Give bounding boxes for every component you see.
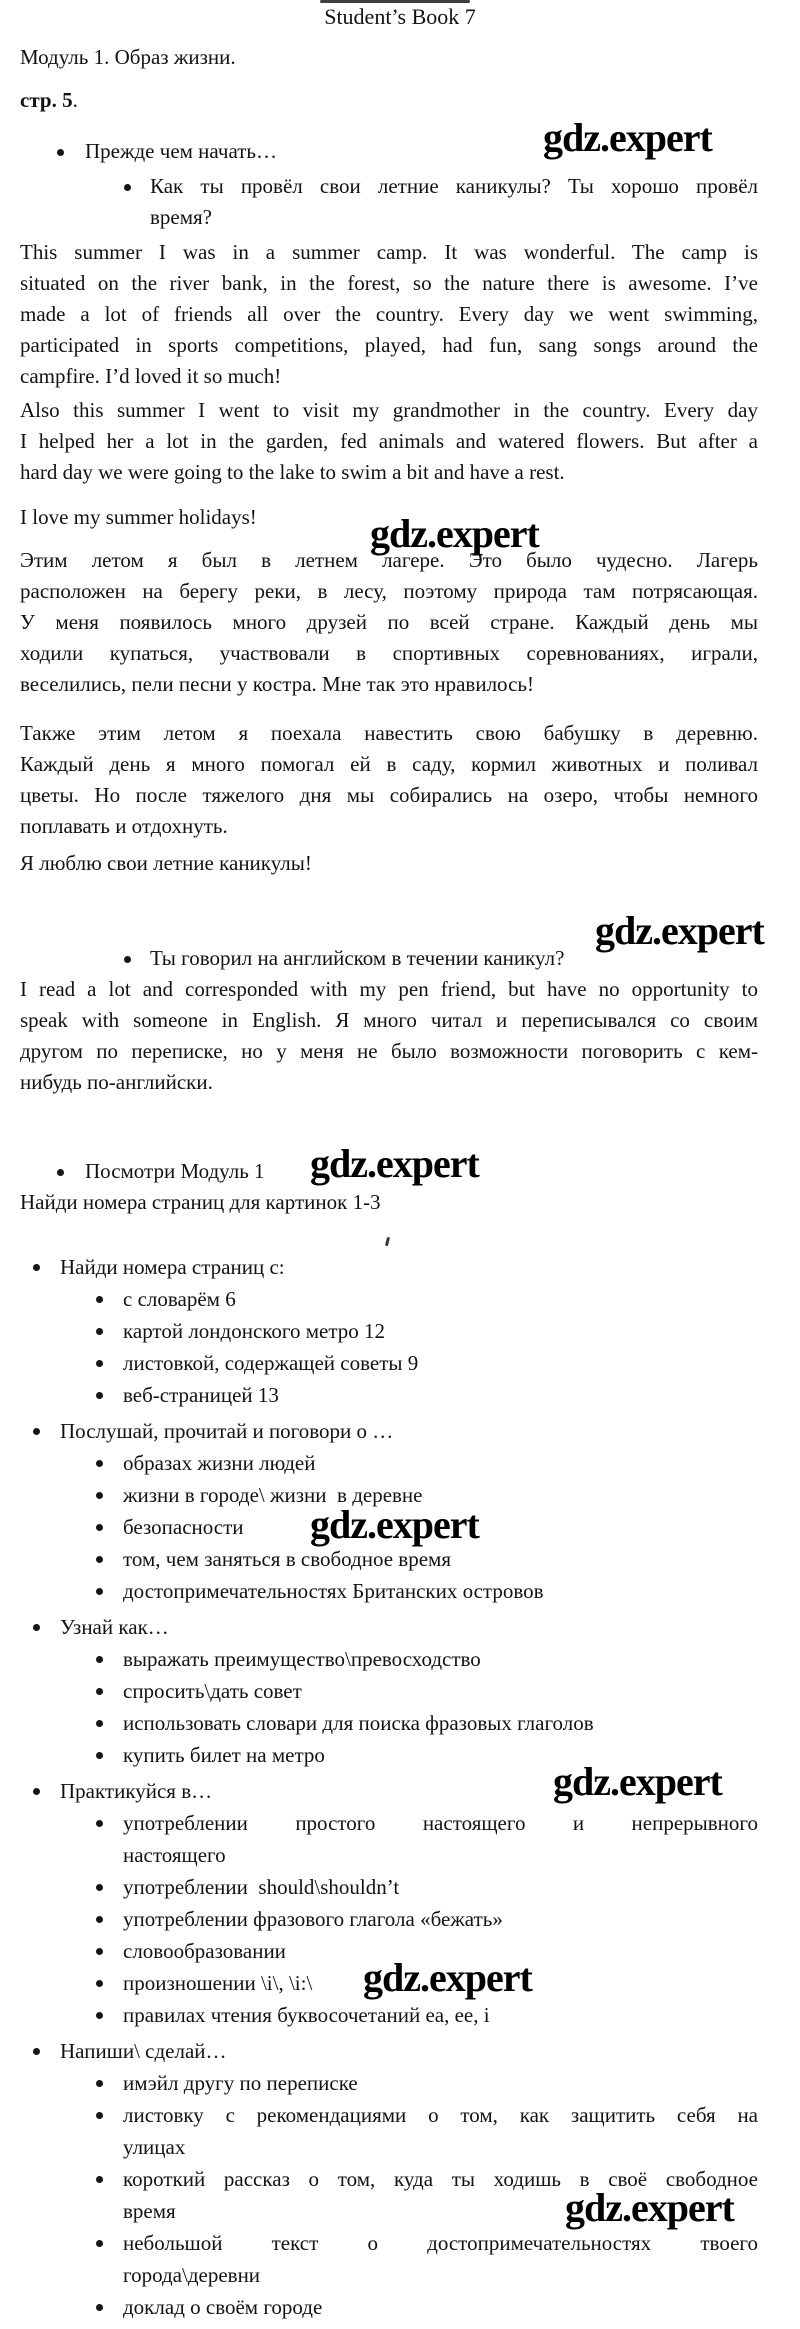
task-item	[123, 1447, 758, 1479]
page-ref-number: стр. 5	[20, 88, 73, 112]
task-item	[123, 1315, 758, 1347]
task-item	[123, 1283, 758, 1315]
bullet-icon	[57, 1169, 64, 1176]
task-item-label: веб-страницей 13	[123, 1383, 279, 1407]
task-section-learn-how	[60, 1611, 758, 1643]
task-item-label: безопасности	[123, 1515, 244, 1539]
task-section-practise	[60, 1775, 758, 1807]
text-line: Also this summer I went to visit my grandmother in the country. Every day	[20, 398, 758, 422]
task-item-line: настоящего	[123, 1843, 226, 1867]
bullet-icon	[96, 1948, 103, 1955]
bullet-icon	[96, 1392, 103, 1399]
bullet-icon	[33, 1428, 40, 1435]
task-item	[123, 1675, 758, 1707]
bullet-icon	[96, 1656, 103, 1663]
task-item	[123, 1575, 758, 1607]
bullet-icon	[96, 1460, 103, 1467]
text-line: I read a lot and corresponded with my pen friend, but have no opportunity to	[20, 977, 758, 1001]
page-title: Student’s Book 7	[324, 4, 476, 29]
text-line: I helped her a lot in the garden, fed animals and watered flowers. But after a	[20, 429, 758, 453]
task-item	[123, 1643, 758, 1675]
list-item-label: Прежде чем начать…	[85, 139, 277, 163]
task-item	[123, 1999, 758, 2031]
watermark-gdz-expert: gdz.expert	[553, 1759, 722, 1804]
text-line: Каждый день я много помогал ей в саду, кормил животных и поливал	[20, 752, 758, 776]
bullet-icon	[96, 1328, 103, 1335]
text-line: ходили купаться, участвовали в спортивных соревнованиях, играли,	[20, 641, 758, 665]
bullet-icon	[96, 2304, 103, 2311]
bullet-icon	[96, 2080, 103, 2087]
task-item-label: доклад о своём городе	[123, 2295, 323, 2319]
task-item	[123, 1807, 758, 1871]
task-item	[123, 1379, 758, 1411]
task-item-line: города\деревни	[123, 2263, 261, 2287]
task-item-line: улицах	[123, 2135, 186, 2159]
task-item	[123, 1707, 758, 1739]
text-line: поплавать и отдохнуть.	[20, 814, 228, 838]
task-section-listen-read-talk	[60, 1415, 758, 1447]
task-item-label: листовкой, содержащей советы 9	[123, 1351, 419, 1375]
bullet-icon	[124, 956, 131, 963]
paragraph-pen-friend	[20, 974, 758, 1098]
section-label: Узнай как…	[60, 1615, 169, 1639]
text-line: situated on the river bank, in the forest, so the nature there is awesome. I’ve	[20, 271, 758, 295]
text-line: У меня появилось много друзей по всей стране. Каждый день мы	[20, 610, 758, 634]
bullet-icon	[96, 1492, 103, 1499]
list-item-question-english	[150, 943, 758, 974]
task-item	[123, 1871, 758, 1903]
bullet-icon	[96, 1820, 103, 1827]
text-line: нибудь по-английски.	[20, 1070, 213, 1094]
task-item	[123, 1903, 758, 1935]
bullet-icon	[33, 1788, 40, 1795]
task-item-label: том, чем заняться в свободное время	[123, 1547, 451, 1571]
list-item-before-start	[85, 136, 758, 167]
scan-artifact	[320, 0, 470, 3]
task-item-label: достопримечательностях Британских островов	[123, 1579, 544, 1603]
task-item-label: словообразовании	[123, 1939, 286, 1963]
task-item-label: образах жизни людей	[123, 1451, 316, 1475]
watermark-gdz-expert: gdz.expert	[565, 2185, 734, 2230]
scan-speck	[385, 1237, 390, 1246]
text-line: made a lot of friends all over the country. Every day we went swimming,	[20, 302, 758, 326]
bullet-icon	[96, 1720, 103, 1727]
bullet-icon	[96, 1916, 103, 1923]
watermark-gdz-expert: gdz.expert	[310, 1141, 479, 1186]
bullet-icon	[96, 1588, 103, 1595]
task-item	[123, 1543, 758, 1575]
question-line: время?	[150, 205, 213, 229]
bullet-icon	[96, 2240, 103, 2247]
text-line: speak with someone in English. Я много читал и переписывался со своим	[20, 1008, 758, 1032]
caption-find-pages: Найди номера страниц для картинок 1-3	[20, 1190, 381, 1214]
task-item	[123, 2067, 758, 2099]
bullet-icon	[124, 184, 131, 191]
bullet-icon	[96, 2012, 103, 2019]
task-item-label: спросить\дать совет	[123, 1679, 302, 1703]
task-item-label: использовать словари для поиска фразовых глаголов	[123, 1711, 594, 1735]
watermark-gdz-expert: gdz.expert	[310, 1502, 479, 1547]
task-item	[123, 2291, 758, 2323]
text-line: цветы. Но после тяжелого дня мы собирались на озеро, чтобы немного	[20, 783, 758, 807]
section-label: Напиши\ сделай…	[60, 2039, 227, 2063]
watermark-gdz-expert: gdz.expert	[370, 511, 539, 556]
paragraph-russian-grandmother	[20, 718, 758, 842]
text-line: participated in sports competitions, played, had fun, sang songs around the	[20, 333, 758, 357]
task-item-line: листовку с рекомендациями о том, как защитить себя на	[123, 2103, 758, 2127]
page-ref	[20, 88, 78, 113]
bullet-icon	[96, 2176, 103, 2183]
task-item	[123, 2227, 758, 2291]
bullet-icon	[96, 1752, 103, 1759]
section-label: Найди номера страниц с:	[60, 1255, 285, 1279]
watermark-gdz-expert: gdz.expert	[543, 115, 712, 160]
module-heading: Модуль 1. Образ жизни.	[20, 45, 236, 69]
question-line: Как ты провёл свои летние каникулы? Ты хорошо провёл	[150, 174, 758, 198]
bullet-icon	[33, 2048, 40, 2055]
bullet-icon	[96, 1524, 103, 1531]
task-item-line: короткий рассказ о том, куда ты ходишь в своё свободное	[123, 2167, 758, 2191]
task-item	[123, 2099, 758, 2163]
list-item-look-module	[85, 1156, 758, 1187]
task-item-label: правилах чтения буквосочетаний ea, ee, i	[123, 2003, 490, 2027]
section-label: Практикуйся в…	[60, 1779, 213, 1803]
task-item-label: имэйл другу по переписке	[123, 2071, 358, 2095]
question-label: Ты говорил на английском в течении каникул?	[150, 946, 565, 970]
bullet-icon	[57, 149, 64, 156]
task-item-line: небольшой текст о достопримечательностях твоего	[123, 2231, 758, 2255]
bullet-icon	[96, 1884, 103, 1891]
task-item	[123, 1347, 758, 1379]
task-item-label: с словарём 6	[123, 1287, 236, 1311]
text-line: другом по переписке, но у меня не было возможности поговорить с кем-	[20, 1039, 758, 1063]
bullet-icon	[33, 1624, 40, 1631]
section-label: Послушай, прочитай и поговори о …	[60, 1419, 394, 1443]
task-item-line: употреблении простого настоящего и непрерывного	[123, 1811, 758, 1835]
paragraph-english-camp	[20, 237, 758, 392]
task-section-write-make	[60, 2035, 758, 2067]
text-line: веселились, пели песни у костра. Мне так это нравилось!	[20, 672, 534, 696]
paragraph-love-holidays-en: I love my summer holidays!	[20, 505, 257, 529]
watermark-gdz-expert: gdz.expert	[363, 1955, 532, 2000]
paragraph-russian-camp	[20, 545, 758, 700]
bullet-icon	[96, 1296, 103, 1303]
task-item-label: употреблении фразового глагола «бежать»	[123, 1907, 503, 1931]
task-item-label: купить билет на метро	[123, 1743, 325, 1767]
paragraph-english-grandmother	[20, 395, 758, 488]
text-line: Этим летом я был в летнем лагере. Это было чудесно. Лагерь	[20, 548, 758, 572]
bullet-icon	[96, 1980, 103, 1987]
text-line: Также этим летом я поехала навестить свою бабушку в деревню.	[20, 721, 758, 745]
list-item-question-holidays	[150, 171, 758, 233]
task-item-label: картой лондонского метро 12	[123, 1319, 386, 1343]
bullet-icon	[96, 2112, 103, 2119]
text-line: hard day we were going to the lake to swim a bit and have a rest.	[20, 460, 565, 484]
bullet-icon	[96, 1688, 103, 1695]
watermark-gdz-expert: gdz.expert	[595, 908, 764, 953]
bullet-icon	[33, 1264, 40, 1271]
text-line: campfire. I’d loved it so much!	[20, 364, 282, 388]
bullet-icon	[96, 1556, 103, 1563]
task-item-label: произношении \i\, \i:\	[123, 1971, 313, 1995]
text-line: расположен на берегу реки, в лесу, поэтому природа там потрясающая.	[20, 579, 758, 603]
task-item-label: выражать преимущество\превосходство	[123, 1647, 481, 1671]
paragraph-love-holidays-ru: Я люблю свои летние каникулы!	[20, 851, 312, 875]
bullet-icon	[96, 1360, 103, 1367]
task-item-label: жизни в городе\ жизни в деревне	[123, 1483, 423, 1507]
list-item-label: Посмотри Модуль 1	[85, 1159, 265, 1183]
page-ref-period: .	[72, 88, 78, 112]
task-section-find-pages	[60, 1251, 758, 1283]
text-line: This summer I was in a summer camp. It was wonderful. The camp is	[20, 240, 758, 264]
task-item-line: время	[123, 2199, 176, 2223]
task-item-label: употреблении should\shouldn’t	[123, 1875, 400, 1899]
